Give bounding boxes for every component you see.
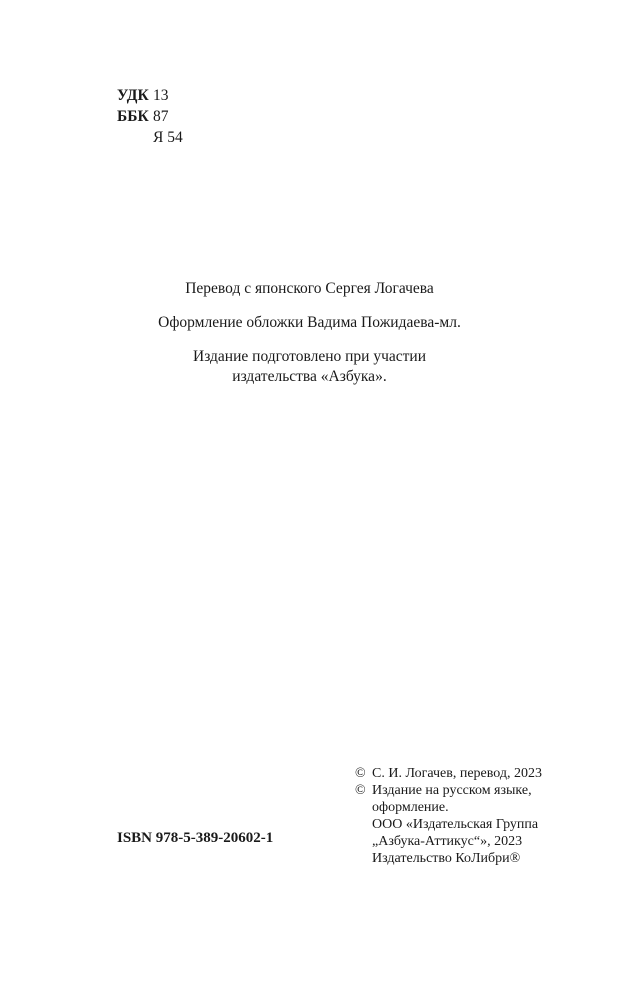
- copyright-edition-text: Издание на русском языке,: [372, 783, 532, 798]
- udk-label: УДК: [117, 87, 149, 104]
- copyright-block: [355, 765, 542, 867]
- library-codes: [117, 85, 183, 148]
- copyright-icon: ©: [355, 766, 366, 781]
- copyright-icon: ©: [355, 783, 366, 798]
- udk-value: 13: [153, 87, 169, 104]
- copyright-publisher-line1: ООО «Издательская Группа: [372, 817, 539, 832]
- translation-credit: Перевод с японского Сергея Логачева: [185, 280, 434, 297]
- copyright-translation-text: С. И. Логачев, перевод, 2023: [372, 766, 543, 781]
- isbn: ISBN 978-5-389-20602-1: [117, 830, 274, 846]
- bbk-label: ББК: [117, 108, 149, 125]
- edition-note-line2: издательства «Азбука».: [232, 368, 387, 385]
- copyright-translation: [355, 765, 542, 782]
- bbk-code: [117, 106, 183, 127]
- bbk-value: 87: [153, 108, 169, 125]
- copyright-edition-cont: оформление.: [372, 800, 449, 815]
- cover-design-credit: Оформление обложки Вадима Пожидаева-мл.: [158, 314, 461, 331]
- credits-block: [0, 279, 619, 387]
- copyright-publisher-line2: „Азбука-Аттикус“», 2023: [372, 834, 523, 849]
- author-mark: Я 54: [153, 129, 183, 146]
- copyright-imprint: Издательство КоЛибри®: [372, 851, 521, 866]
- author-mark-row: [117, 127, 183, 148]
- edition-note-line1: Издание подготовлено при участии: [193, 348, 426, 365]
- udk-code: [117, 85, 183, 106]
- copyright-edition: [355, 782, 542, 799]
